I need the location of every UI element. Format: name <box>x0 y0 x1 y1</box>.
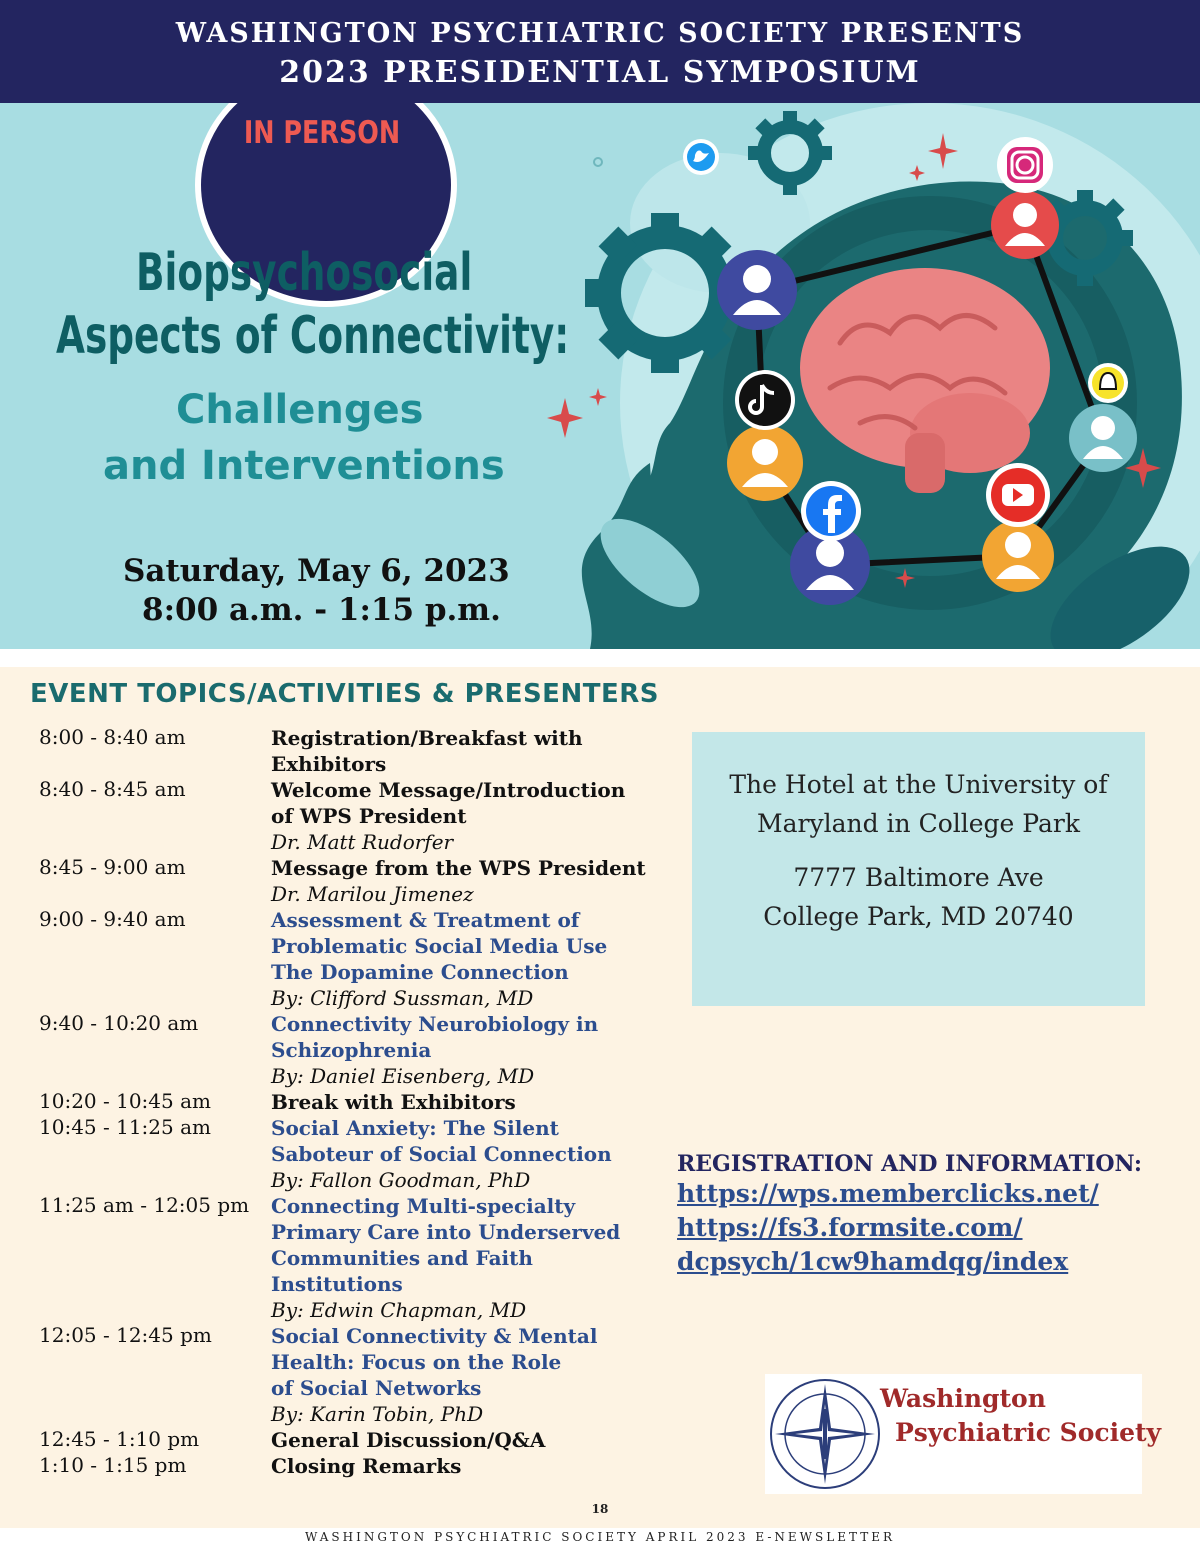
facebook-icon <box>801 481 861 541</box>
event-date: Saturday, May 6, 2023 <box>123 553 510 589</box>
venue-name-line2: Maryland in College Park <box>757 809 1080 838</box>
registration-link-memberclicks[interactable]: https://wps.memberclicks.net/ <box>677 1179 1099 1208</box>
schedule-session <box>271 1453 651 1479</box>
venue-address-line1: 7777 Baltimore Ave <box>793 863 1044 892</box>
page-number: 18 <box>591 1502 609 1516</box>
schedule-time: 8:40 - 8:45 am <box>39 777 186 801</box>
seal-icon <box>765 1374 885 1494</box>
session-title-line: Message from the WPS President <box>271 856 646 880</box>
schedule-session <box>271 855 651 907</box>
schedule-time: 10:20 - 10:45 am <box>39 1089 211 1113</box>
session-title-line: Primary Care into Underserved <box>271 1220 621 1244</box>
schedule-time: 8:00 - 8:40 am <box>39 725 186 749</box>
schedule-time: 9:00 - 9:40 am <box>39 907 186 931</box>
venue-address-line2: College Park, MD 20740 <box>763 902 1074 931</box>
person-icon <box>717 250 797 330</box>
person-icon <box>1069 404 1137 472</box>
session-title-line: Saboteur of Social Connection <box>271 1142 612 1166</box>
session-presenter: By: Daniel Eisenberg, MD <box>271 1064 535 1088</box>
schedule-time: 12:45 - 1:10 pm <box>39 1427 200 1451</box>
schedule-session <box>271 1193 651 1323</box>
session-title-line: Closing Remarks <box>271 1454 462 1478</box>
newsletter-footer: WASHINGTON PSYCHIATRIC SOCIETY APRIL 2023 E-NEWSLETTER <box>305 1530 895 1544</box>
session-title-line: Problematic Social Media Use <box>271 934 608 958</box>
youtube-icon <box>986 463 1050 527</box>
schedule-session <box>271 1427 651 1453</box>
schedule-time: 9:40 - 10:20 am <box>39 1011 199 1035</box>
wps-logo <box>765 1374 1162 1494</box>
person-icon <box>982 520 1054 592</box>
symposium-subtitle-line1: Challenges <box>176 387 424 433</box>
schedule-time: 11:25 am - 12:05 pm <box>39 1193 250 1217</box>
session-title-line: Connectivity Neurobiology in <box>271 1012 599 1036</box>
logo-text-line1: Washington <box>880 1384 1046 1413</box>
session-title-line: The Dopamine Connection <box>271 960 569 984</box>
session-title-line: of Social Networks <box>271 1376 482 1400</box>
instagram-icon <box>997 137 1053 193</box>
session-presenter: By: Edwin Chapman, MD <box>271 1298 527 1322</box>
session-title-line: Social Anxiety: The Silent <box>271 1116 559 1140</box>
session-title-line: Connecting Multi-specialty <box>271 1194 576 1218</box>
session-title-line: Assessment & Treatment of <box>271 908 580 932</box>
schedule-session <box>271 725 651 777</box>
logo-text-line2: Psychiatric Society <box>895 1418 1162 1447</box>
session-title-line: Communities and Faith <box>271 1246 533 1270</box>
session-title-line: Social Connectivity & Mental <box>271 1324 598 1348</box>
session-presenter: Dr. Matt Rudorfer <box>271 830 454 854</box>
event-time: 8:00 a.m. - 1:15 p.m. <box>142 592 501 628</box>
session-title-line: Schizophrenia <box>271 1038 432 1062</box>
session-presenter: By: Fallon Goodman, PhD <box>271 1168 531 1192</box>
schedule-session <box>271 1011 651 1089</box>
venue-name-line1: The Hotel at the University of <box>729 770 1108 799</box>
topics-heading: EVENT TOPICS/ACTIVITIES & PRESENTERS <box>30 679 659 709</box>
session-title-line: Registration/Breakfast with <box>271 726 583 750</box>
hero-banner <box>0 103 1200 649</box>
schedule-session <box>271 1089 651 1115</box>
header-presenter: WASHINGTON PSYCHIATRIC SOCIETY PRESENTS <box>175 18 1025 49</box>
session-presenter: By: Clifford Sussman, MD <box>271 986 534 1010</box>
symposium-title-line1: Biopsychosocial <box>136 243 473 303</box>
venue-box <box>692 732 1145 1006</box>
session-title-line: General Discussion/Q&A <box>271 1428 546 1452</box>
session-presenter: Dr. Marilou Jimenez <box>271 882 474 906</box>
registration-block <box>677 1151 1142 1279</box>
registration-link-formsite-line2[interactable]: dcpsych/1cw9hamdqg/index <box>677 1247 1069 1276</box>
session-title-line: Exhibitors <box>271 752 387 776</box>
schedule-session <box>271 777 651 855</box>
symposium-subtitle-line2: and Interventions <box>103 443 505 489</box>
registration-link-formsite-line1[interactable]: https://fs3.formsite.com/ <box>677 1213 1023 1242</box>
page-header <box>0 0 1200 103</box>
twitter-icon <box>683 139 719 175</box>
tiktok-icon <box>735 370 795 430</box>
in-person-label: IN PERSON <box>243 115 401 151</box>
registration-heading: REGISTRATION AND INFORMATION: <box>677 1151 1143 1177</box>
session-presenter: By: Karin Tobin, PhD <box>271 1402 484 1426</box>
session-title-line: of WPS President <box>271 804 467 828</box>
schedule-time: 12:05 - 12:45 pm <box>39 1323 212 1347</box>
symposium-title-line2: Aspects of Connectivity: <box>56 306 570 366</box>
session-title-line: Break with Exhibitors <box>271 1090 516 1114</box>
header-event-title: 2023 PRESIDENTIAL SYMPOSIUM <box>279 55 921 90</box>
event-details <box>0 667 1200 1528</box>
session-title-line: Welcome Message/Introduction <box>271 778 626 802</box>
schedule-time: 8:45 - 9:00 am <box>39 855 186 879</box>
snapchat-icon <box>1088 363 1128 403</box>
schedule-time: 1:10 - 1:15 pm <box>39 1453 187 1477</box>
person-icon <box>727 425 803 501</box>
schedule-session <box>271 907 651 1011</box>
schedule-time: 10:45 - 11:25 am <box>39 1115 211 1139</box>
registration-link-formsite[interactable] <box>677 1211 1142 1279</box>
schedule-session <box>271 1323 651 1427</box>
session-title-line: Institutions <box>271 1272 403 1296</box>
session-title-line: Health: Focus on the Role <box>271 1350 562 1374</box>
schedule-session <box>271 1115 651 1193</box>
person-icon <box>991 191 1059 259</box>
